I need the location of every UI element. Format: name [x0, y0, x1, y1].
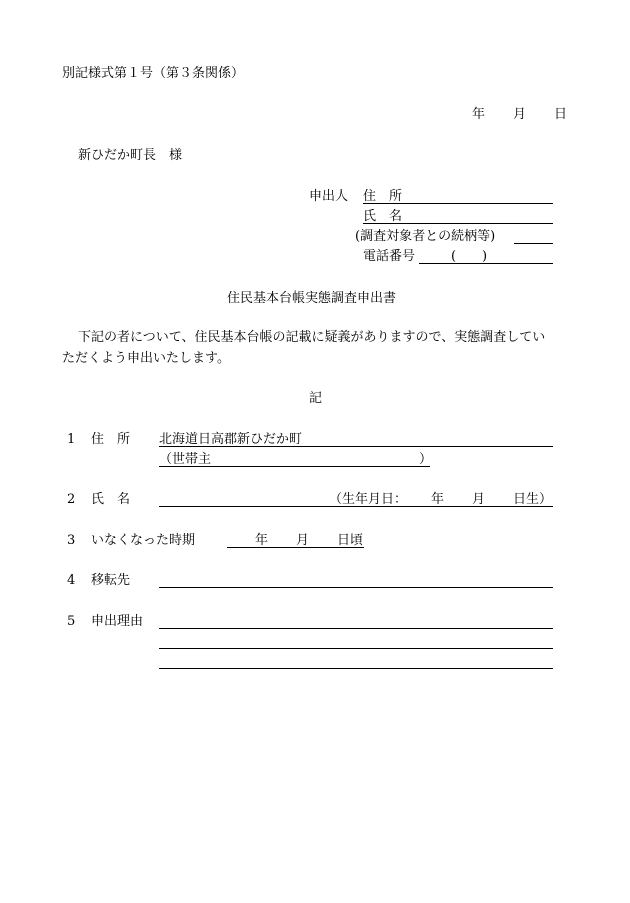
addressee: 新ひだか町長 様	[78, 148, 183, 163]
item-3-day: 日頃	[337, 533, 364, 548]
item-3-year: 年	[255, 533, 269, 548]
item-2-birth-year: 年	[431, 492, 445, 507]
date-month-label: 月	[513, 107, 527, 122]
item-2-birth-month: 月	[472, 492, 486, 507]
applicant-phone-label: 電話番号	[363, 249, 416, 264]
item-2-name-line[interactable]	[159, 506, 553, 507]
applicant-address-line[interactable]	[363, 203, 553, 204]
item-2-birth-day: 日生）	[513, 492, 553, 507]
item-4-number: 4	[67, 573, 76, 588]
item-1-number: 1	[67, 432, 76, 447]
item-1-label: 住 所	[91, 432, 131, 447]
phone-paren-close: )	[482, 249, 488, 264]
date-day-label: 日	[554, 107, 568, 122]
form-number: 別記様式第１号（第３条関係）	[62, 66, 245, 81]
item-2-label: 氏 名	[91, 492, 131, 507]
item-5-reason-line-1[interactable]	[159, 628, 553, 629]
applicant-address-label: 住 所	[363, 189, 403, 204]
item-5-reason-line-2[interactable]	[159, 648, 553, 649]
item-1-address-value: 北海道日高郡新ひだか町	[159, 432, 303, 447]
applicant-name-line[interactable]	[363, 223, 553, 224]
ki-heading: 記	[309, 391, 323, 406]
applicant-name-label: 氏 名	[363, 209, 403, 224]
item-5-label: 申出理由	[91, 614, 144, 629]
applicant-relation-line[interactable]	[514, 243, 553, 244]
phone-paren-open: (	[451, 249, 457, 264]
item-1-householder-line[interactable]	[159, 466, 430, 467]
body-line-1: 下記の者について、住民基本台帳の記載に疑義がありますので、実態調査してい	[78, 330, 546, 345]
item-2-number: 2	[67, 492, 76, 507]
item-1-address-line[interactable]	[159, 446, 553, 447]
item-2-birth-open: （生年月日：	[329, 492, 408, 507]
item-4-destination-line[interactable]	[159, 587, 553, 588]
applicant-relation-label: (調査対象者との続柄等)	[355, 229, 496, 244]
item-5-number: 5	[67, 614, 76, 629]
item-5-reason-line-3[interactable]	[159, 668, 553, 669]
item-3-label: いなくなった時期	[91, 533, 196, 548]
date-year-label: 年	[472, 107, 486, 122]
item-3-date-line[interactable]	[227, 547, 364, 548]
item-1-householder-open: （世帯主	[159, 452, 212, 467]
applicant-phone-line[interactable]	[419, 263, 553, 264]
document-title: 住民基本台帳実態調査申出書	[227, 291, 397, 306]
item-1-householder-close: ）	[419, 452, 433, 467]
item-3-month: 月	[296, 533, 310, 548]
item-4-label: 移転先	[91, 573, 131, 588]
body-line-2: ただくよう申出いたします。	[62, 351, 230, 366]
applicant-label: 申出人	[309, 189, 349, 204]
item-3-number: 3	[67, 533, 76, 548]
